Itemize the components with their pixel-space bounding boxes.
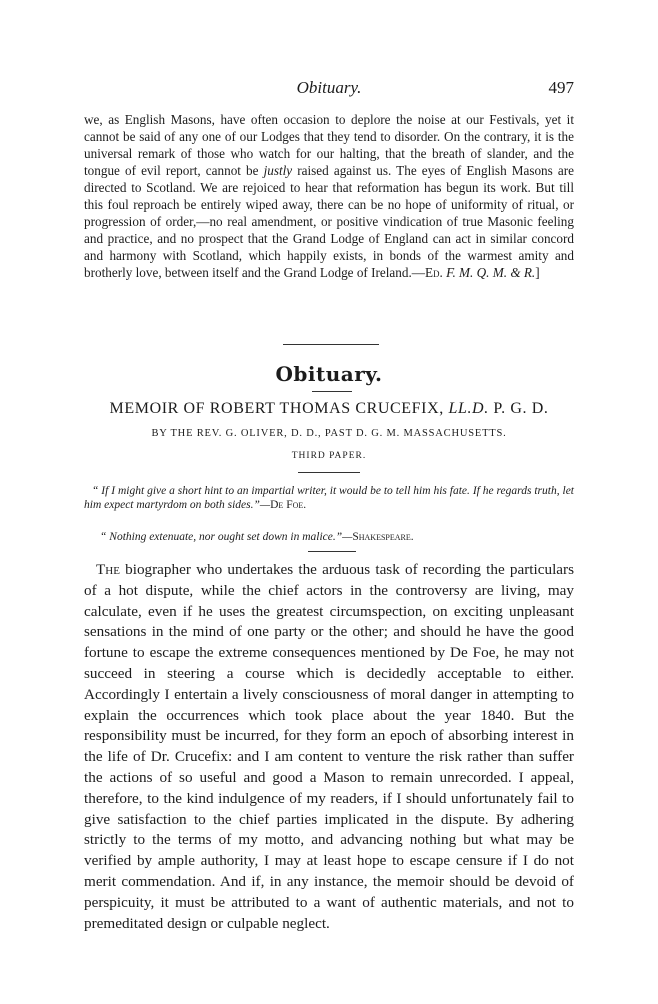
memoir-title-a: MEMOIR OF ROBERT THOMAS CRUCEFIX, [109,400,449,417]
body-paragraph [84,560,574,934]
body-opening-word: The [96,561,120,578]
editorial-signature-journal: F. M. Q. M. & R. [442,265,536,280]
running-title: Obituary. [296,78,362,97]
memoir-title [84,400,574,418]
body-text: biographer who undertakes the arduous task of recording the particulars of a hot dispute, while the chief actors in the controversy are living, may calculate, even if he uses the greatest circumspection, on exciting unpleasant sensations in the mind of one party or the other; and should he have the good fortune to escape the extreme consequences mentioned by De Foe, he may not succeed in steering a course which is decidedly acceptable to either. Accordingly I entertain a lively consciousness of moral danger in attempting to explain the occurrences which took place about the year 1840. But the responsibility must be incurred, for they form an epoch of absorbing interest in the life of Dr. Crucefix: and I am content to venture the risk rather than suffer the actions of so useful and good a Mason to remain unrecorded. I appeal, therefore, to the kind indulgence of my readers, if I should unfortunately fail to give satisfaction to the chief parties implicated in the dispute. By adhering strictly to the terms of my motto, and advancing nothing but what may be verified by ample authority, I may at least hope to escape censure if I do not merit commendation. And if, in any instance, the memoir should be devoid of perspicuity, it must be attributed to a want of authentic materials, and not to premeditated design or culpable neglect. [84,561,574,932]
epigraph-quote: “ Nothing extenuate, nor ought set down in malice.”— [100,531,353,543]
editorial-closing-bracket: ] [535,265,540,280]
section-divider [283,344,379,345]
epigraph-shakespeare [84,530,574,544]
epigraph-defoe [84,484,574,512]
memoir-part: THIRD PAPER. [291,451,367,461]
epigraph-quote: “ If I might give a short hint to an impartial writer, it would be to tell him his fate. If he regards truth, let him expect martyrdom on both sides.”— [84,485,574,511]
editorial-emphasis: justly [263,163,293,178]
memoir-degree: LL.D. [448,400,489,417]
editorial-text-a: we, as English Masons, have often occasion to deplore the noise at our Festivals, yet it cannot be said of any one of our Lodges that they tend to disorder. On the contrary, it is the universal remark of those who watch for our halting, that the breath of slander, and the tongue of evil report, cannot be [84,112,574,178]
memoir-author: BY THE REV. G. OLIVER, D. D., PAST D. G. M. MASSACHUSETTS. [151,428,507,439]
section-heading: Obituary. [275,362,383,386]
running-head [84,78,574,102]
editorial-text-b: raised against us. The eyes of English Masons are directed to Scotland. We are rejoiced to hear that reformation has begun its work. But till this foul reproach be entirely wiped away, there can be no hope of uniformity of ritual, or progression of order,—no real amendment, or positive vindication of true Masonic feeling and practice, and no prospect that the Grand Lodge of England can act in similar concord and harmony with Scotland, which happily exists, in bonds of the warmest amity and brotherly love, between itself and the Grand Lodge of Ireland.— [84,163,574,280]
memoir-title-b: P. G. D. [488,400,549,417]
epigraph-attribution: Shakespeare. [352,531,414,543]
editorial-signature-ed: Ed. [424,265,443,280]
body-divider [308,551,356,552]
page-number: 497 [548,78,574,97]
epigraph-attribution: De Foe. [270,499,307,511]
heading-divider [312,391,352,392]
epigraph-divider [298,472,360,473]
editorial-paragraph [84,111,574,281]
